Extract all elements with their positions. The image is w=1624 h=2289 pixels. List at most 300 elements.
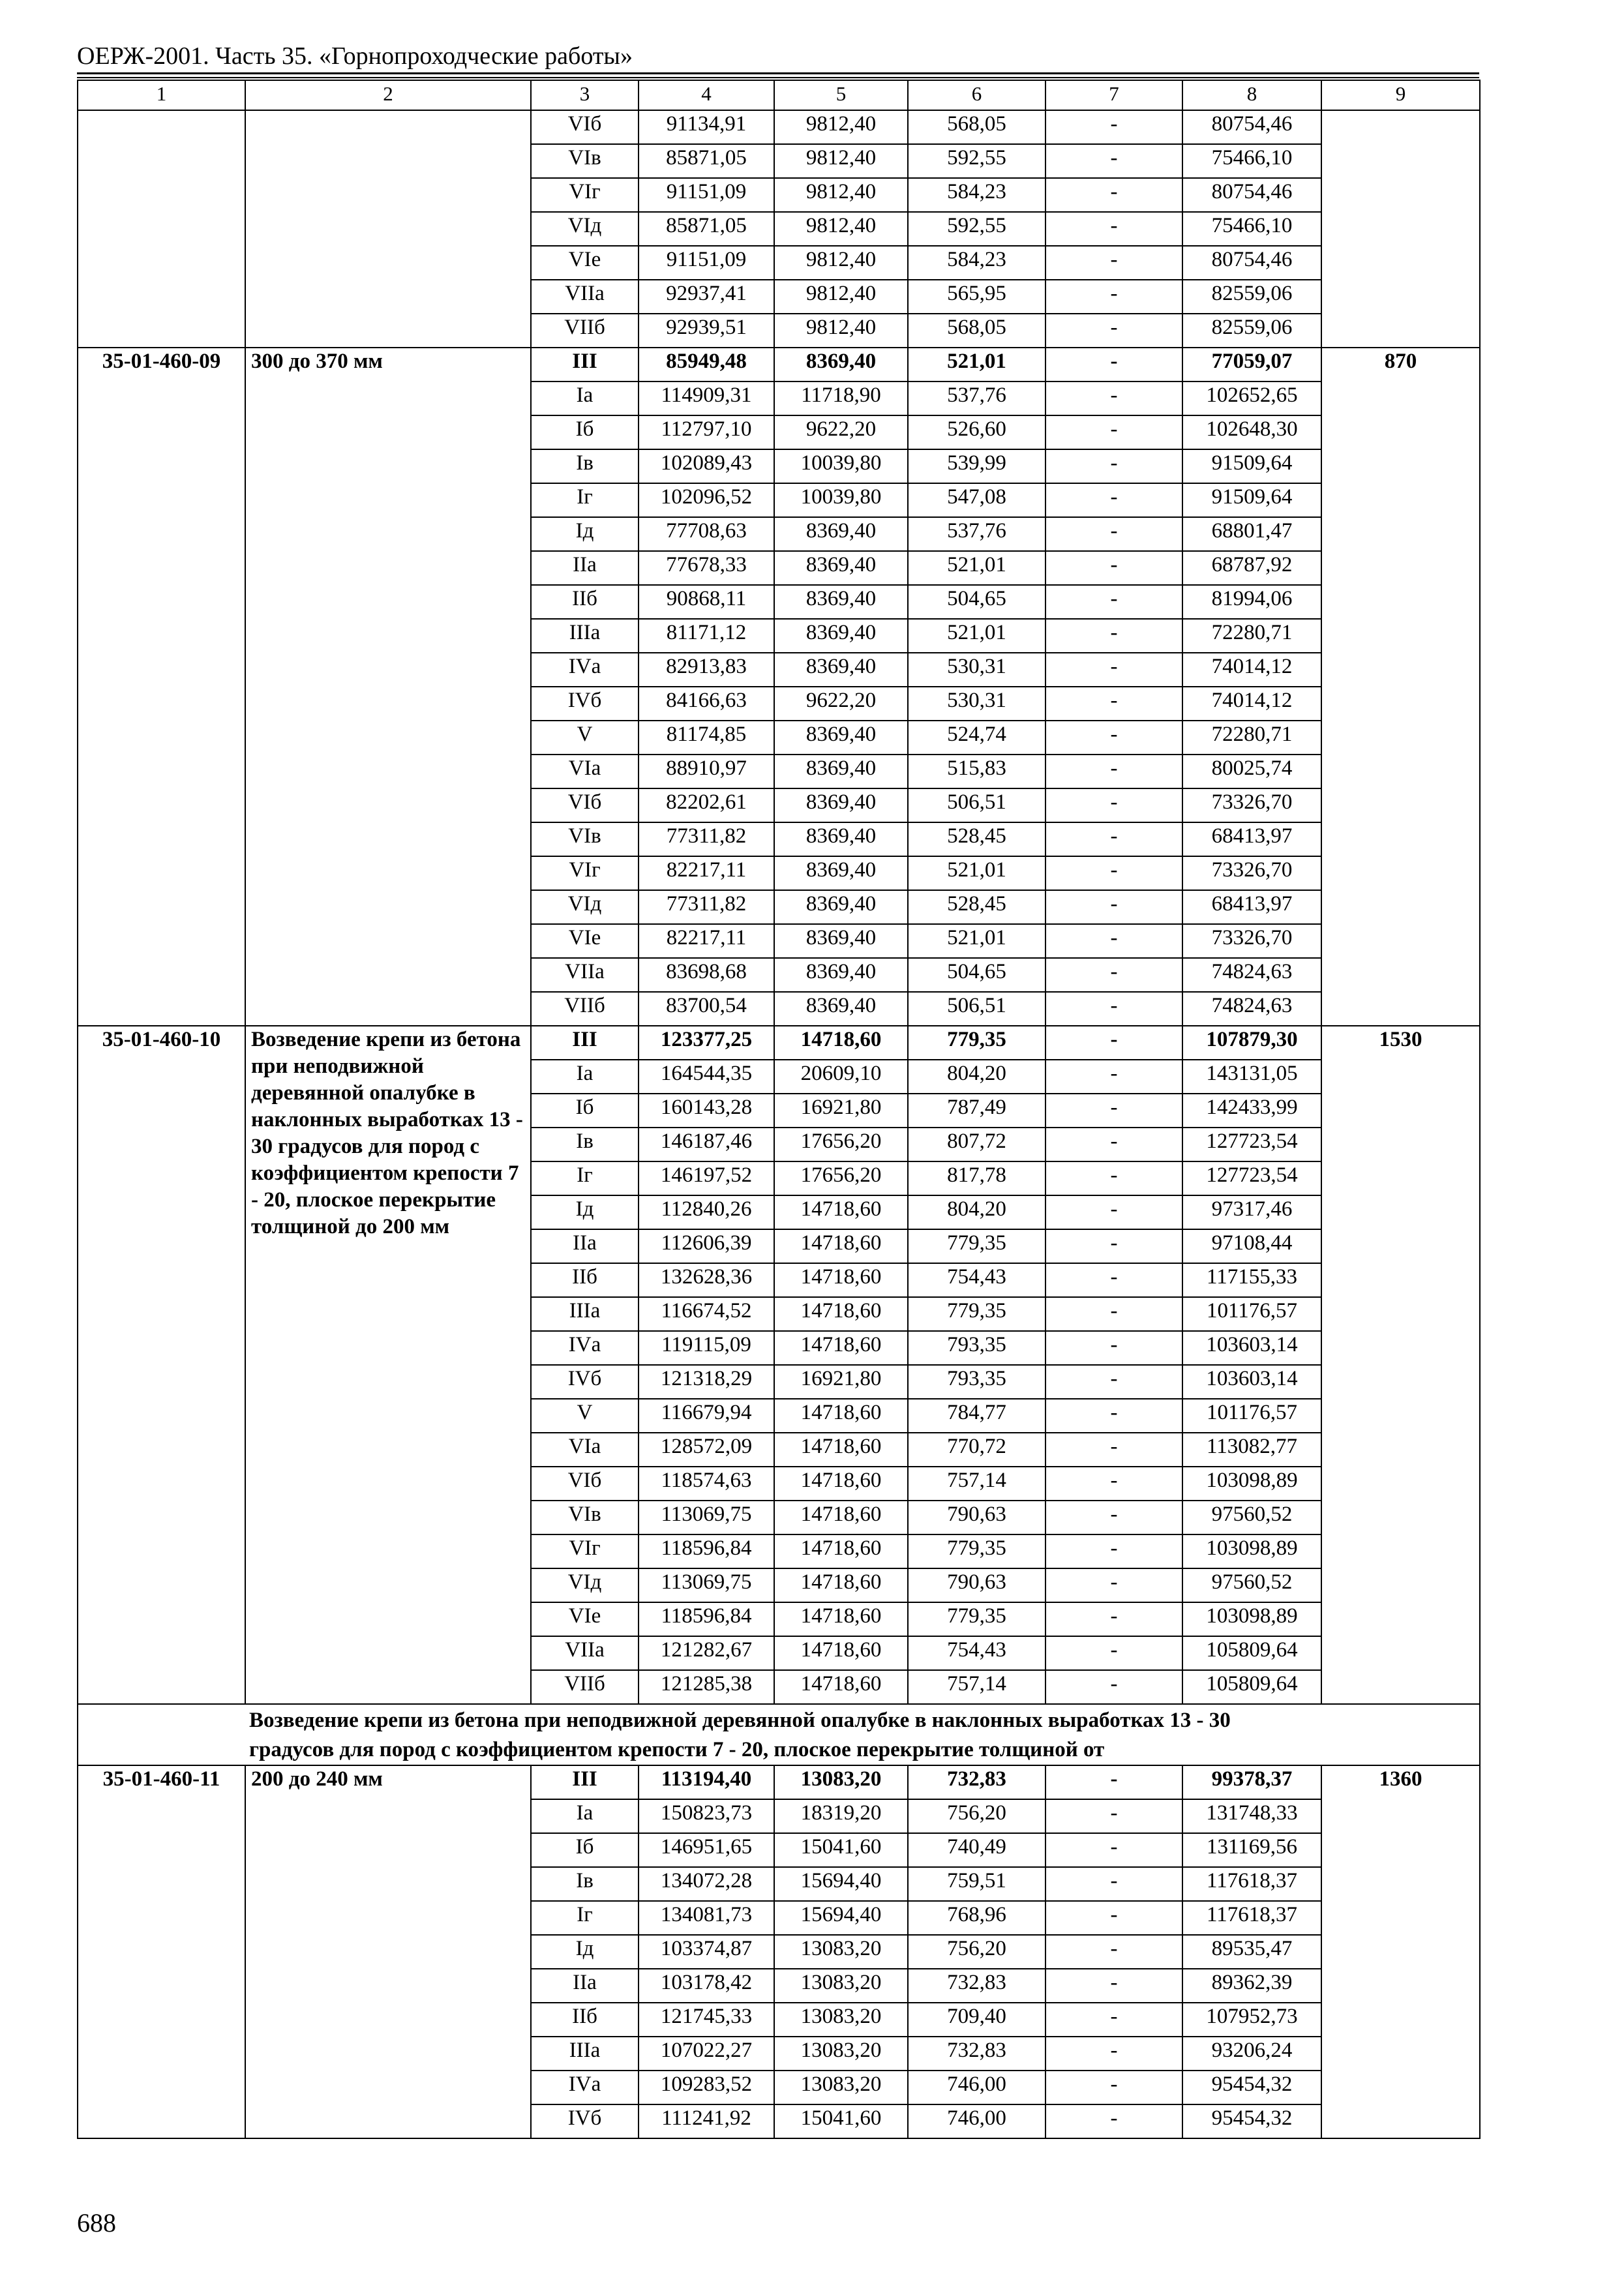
labor-cost-cell: 8369,40 <box>774 890 908 924</box>
labor-cost-cell: 10039,80 <box>774 449 908 483</box>
machine-cost-cell: 565,95 <box>908 280 1045 314</box>
labor-cost-cell: 10039,80 <box>774 483 908 517</box>
machinist-wage-cell: - <box>1045 2071 1182 2104</box>
machinist-wage-cell: - <box>1045 246 1182 280</box>
direct-cost-cell: 121745,33 <box>639 2003 774 2037</box>
machinist-wage-cell: - <box>1045 755 1182 788</box>
column-number: 9 <box>1321 80 1480 110</box>
machine-cost-cell: 790,63 <box>908 1568 1045 1602</box>
labor-cost-cell: 14718,60 <box>774 1195 908 1229</box>
direct-cost-cell: 92937,41 <box>639 280 774 314</box>
machinist-wage-cell: - <box>1045 382 1182 415</box>
machinist-wage-cell: - <box>1045 924 1182 958</box>
direct-cost-cell: 82202,61 <box>639 788 774 822</box>
machinist-wage-cell: - <box>1045 1161 1182 1195</box>
machine-cost-cell: 754,43 <box>908 1636 1045 1670</box>
materials-cost-cell: 107952,73 <box>1182 2003 1321 2037</box>
materials-cost-cell: 68787,92 <box>1182 551 1321 585</box>
machine-cost-cell: 779,35 <box>908 1229 1045 1263</box>
rock-category-cell: VIг <box>531 1534 639 1568</box>
column-number: 4 <box>639 80 774 110</box>
rock-category-cell: III <box>531 348 639 382</box>
column-number: 1 <box>78 80 245 110</box>
machinist-wage-cell: - <box>1045 1833 1182 1867</box>
machinist-wage-cell: - <box>1045 1765 1182 1799</box>
direct-cost-cell: 118596,84 <box>639 1602 774 1636</box>
machine-cost-cell: 506,51 <box>908 788 1045 822</box>
materials-cost-cell: 103603,14 <box>1182 1365 1321 1399</box>
machine-cost-cell: 521,01 <box>908 856 1045 890</box>
rock-category-cell: Iа <box>531 1060 639 1094</box>
machinist-wage-cell: - <box>1045 415 1182 449</box>
machine-cost-cell: 784,77 <box>908 1399 1045 1433</box>
rock-category-cell: III <box>531 1765 639 1799</box>
column-number: 5 <box>774 80 908 110</box>
column-number: 3 <box>531 80 639 110</box>
machine-cost-cell: 528,45 <box>908 822 1045 856</box>
machinist-wage-cell: - <box>1045 551 1182 585</box>
direct-cost-cell: 82217,11 <box>639 924 774 958</box>
materials-cost-cell: 103098,89 <box>1182 1602 1321 1636</box>
unit-cell: 870 <box>1321 348 1480 1026</box>
machinist-wage-cell: - <box>1045 1935 1182 1969</box>
machinist-wage-cell: - <box>1045 1501 1182 1534</box>
machine-cost-cell: 521,01 <box>908 551 1045 585</box>
labor-cost-cell: 14718,60 <box>774 1467 908 1501</box>
rock-category-cell: VIIб <box>531 314 639 348</box>
labor-cost-cell: 9812,40 <box>774 212 908 246</box>
materials-cost-cell: 101176,57 <box>1182 1399 1321 1433</box>
materials-cost-cell: 91509,64 <box>1182 483 1321 517</box>
materials-cost-cell: 73326,70 <box>1182 788 1321 822</box>
machinist-wage-cell: - <box>1045 1060 1182 1094</box>
rock-category-cell: IIб <box>531 1263 639 1297</box>
rock-category-cell: IVа <box>531 1331 639 1365</box>
machine-cost-cell: 770,72 <box>908 1433 1045 1467</box>
direct-cost-cell: 113194,40 <box>639 1765 774 1799</box>
machine-cost-cell: 521,01 <box>908 619 1045 653</box>
machinist-wage-cell: - <box>1045 958 1182 992</box>
materials-cost-cell: 68801,47 <box>1182 517 1321 551</box>
unit-cell <box>1321 110 1480 348</box>
machinist-wage-cell: - <box>1045 1399 1182 1433</box>
materials-cost-cell: 143131,05 <box>1182 1060 1321 1094</box>
rock-category-cell: Iб <box>531 1833 639 1867</box>
machine-cost-cell: 515,83 <box>908 755 1045 788</box>
rock-category-cell: VIг <box>531 178 639 212</box>
unit-cell: 1530 <box>1321 1026 1480 1704</box>
materials-cost-cell: 127723,54 <box>1182 1161 1321 1195</box>
materials-cost-cell: 131748,33 <box>1182 1799 1321 1833</box>
labor-cost-cell: 9812,40 <box>774 178 908 212</box>
labor-cost-cell: 16921,80 <box>774 1094 908 1128</box>
machinist-wage-cell: - <box>1045 1670 1182 1704</box>
machinist-wage-cell: - <box>1045 619 1182 653</box>
labor-cost-cell: 13083,20 <box>774 1765 908 1799</box>
machine-cost-cell: 504,65 <box>908 585 1045 619</box>
machine-cost-cell: 592,55 <box>908 212 1045 246</box>
header-rule-thick <box>77 72 1479 74</box>
materials-cost-cell: 82559,06 <box>1182 280 1321 314</box>
direct-cost-cell: 85949,48 <box>639 348 774 382</box>
rock-category-cell: Iд <box>531 1935 639 1969</box>
rock-category-cell: IVа <box>531 653 639 687</box>
labor-cost-cell: 18319,20 <box>774 1799 908 1833</box>
materials-cost-cell: 105809,64 <box>1182 1670 1321 1704</box>
materials-cost-cell: 95454,32 <box>1182 2104 1321 2138</box>
materials-cost-cell: 117618,37 <box>1182 1867 1321 1901</box>
materials-cost-cell: 80025,74 <box>1182 755 1321 788</box>
labor-cost-cell: 14718,60 <box>774 1399 908 1433</box>
materials-cost-cell: 80754,46 <box>1182 110 1321 144</box>
materials-cost-cell: 93206,24 <box>1182 2037 1321 2071</box>
labor-cost-cell: 8369,40 <box>774 517 908 551</box>
machine-cost-cell: 804,20 <box>908 1060 1045 1094</box>
direct-cost-cell: 112797,10 <box>639 415 774 449</box>
labor-cost-cell: 14718,60 <box>774 1263 908 1297</box>
rock-category-cell: Iв <box>531 1128 639 1161</box>
machine-cost-cell: 524,74 <box>908 721 1045 755</box>
rock-category-cell: IVб <box>531 2104 639 2138</box>
machine-cost-cell: 537,76 <box>908 517 1045 551</box>
rock-category-cell: IIа <box>531 1969 639 2003</box>
direct-cost-cell: 134072,28 <box>639 1867 774 1901</box>
labor-cost-cell: 8369,40 <box>774 721 908 755</box>
labor-cost-cell: 8369,40 <box>774 348 908 382</box>
machinist-wage-cell: - <box>1045 348 1182 382</box>
machine-cost-cell: 779,35 <box>908 1297 1045 1331</box>
machinist-wage-cell: - <box>1045 1568 1182 1602</box>
labor-cost-cell: 17656,20 <box>774 1161 908 1195</box>
materials-cost-cell: 101176,57 <box>1182 1297 1321 1331</box>
section-heading-line: Возведение крепи из бетона при неподвижной деревянной опалубке в наклонных выработках 13 - 30 <box>249 1709 1231 1732</box>
rock-category-cell: VIд <box>531 1568 639 1602</box>
machinist-wage-cell: - <box>1045 1467 1182 1501</box>
direct-cost-cell: 121282,67 <box>639 1636 774 1670</box>
materials-cost-cell: 95454,32 <box>1182 2071 1321 2104</box>
direct-cost-cell: 92939,51 <box>639 314 774 348</box>
rock-category-cell: IIIа <box>531 619 639 653</box>
direct-cost-cell: 134081,73 <box>639 1901 774 1935</box>
rock-category-cell: VIв <box>531 144 639 178</box>
labor-cost-cell: 13083,20 <box>774 1935 908 1969</box>
rock-category-cell: Iг <box>531 1901 639 1935</box>
direct-cost-cell: 90868,11 <box>639 585 774 619</box>
materials-cost-cell: 80754,46 <box>1182 246 1321 280</box>
machine-cost-cell: 584,23 <box>908 178 1045 212</box>
direct-cost-cell: 103178,42 <box>639 1969 774 2003</box>
materials-cost-cell: 73326,70 <box>1182 924 1321 958</box>
machine-cost-cell: 790,63 <box>908 1501 1045 1534</box>
labor-cost-cell: 8369,40 <box>774 551 908 585</box>
labor-cost-cell: 13083,20 <box>774 1969 908 2003</box>
rock-category-cell: VIд <box>531 212 639 246</box>
materials-cost-cell: 107879,30 <box>1182 1026 1321 1060</box>
labor-cost-cell: 14718,60 <box>774 1501 908 1534</box>
rock-category-cell: VIIб <box>531 992 639 1026</box>
header-rule-thin <box>77 77 1479 78</box>
direct-cost-cell: 103374,87 <box>639 1935 774 1969</box>
labor-cost-cell: 20609,10 <box>774 1060 908 1094</box>
machinist-wage-cell: - <box>1045 687 1182 721</box>
direct-cost-cell: 102089,43 <box>639 449 774 483</box>
machinist-wage-cell: - <box>1045 653 1182 687</box>
machinist-wage-cell: - <box>1045 314 1182 348</box>
labor-cost-cell: 8369,40 <box>774 958 908 992</box>
direct-cost-cell: 91134,91 <box>639 110 774 144</box>
machine-cost-cell: 793,35 <box>908 1331 1045 1365</box>
machinist-wage-cell: - <box>1045 822 1182 856</box>
rock-category-cell: IIIа <box>531 1297 639 1331</box>
materials-cost-cell: 74824,63 <box>1182 958 1321 992</box>
materials-cost-cell: 72280,71 <box>1182 619 1321 653</box>
page-number: 688 <box>77 2208 116 2237</box>
rock-category-cell: VIб <box>531 110 639 144</box>
machinist-wage-cell: - <box>1045 280 1182 314</box>
labor-cost-cell: 15694,40 <box>774 1867 908 1901</box>
labor-cost-cell: 8369,40 <box>774 619 908 653</box>
column-number: 7 <box>1045 80 1182 110</box>
materials-cost-cell: 75466,10 <box>1182 144 1321 178</box>
materials-cost-cell: 91509,64 <box>1182 449 1321 483</box>
machine-cost-cell: 804,20 <box>908 1195 1045 1229</box>
machine-cost-cell: 539,99 <box>908 449 1045 483</box>
table-row <box>78 348 1480 382</box>
direct-cost-cell: 109283,52 <box>639 2071 774 2104</box>
rock-category-cell: IVб <box>531 687 639 721</box>
rock-category-cell: IIIа <box>531 2037 639 2071</box>
machine-cost-cell: 757,14 <box>908 1467 1045 1501</box>
labor-cost-cell: 15041,60 <box>774 1833 908 1867</box>
direct-cost-cell: 85871,05 <box>639 144 774 178</box>
direct-cost-cell: 146187,46 <box>639 1128 774 1161</box>
table-row <box>78 1765 1480 1799</box>
labor-cost-cell: 14718,60 <box>774 1331 908 1365</box>
direct-cost-cell: 119115,09 <box>639 1331 774 1365</box>
rock-category-cell: Iг <box>531 1161 639 1195</box>
direct-cost-cell: 121318,29 <box>639 1365 774 1399</box>
machinist-wage-cell: - <box>1045 1297 1182 1331</box>
direct-cost-cell: 83698,68 <box>639 958 774 992</box>
rate-code-cell: 35-01-460-10 <box>78 1026 245 1704</box>
direct-cost-cell: 81171,12 <box>639 619 774 653</box>
materials-cost-cell: 77059,07 <box>1182 348 1321 382</box>
rate-description-cell <box>245 110 531 348</box>
rock-category-cell: Iд <box>531 517 639 551</box>
direct-cost-cell: 88910,97 <box>639 755 774 788</box>
rock-category-cell: V <box>531 1399 639 1433</box>
machinist-wage-cell: - <box>1045 110 1182 144</box>
materials-cost-cell: 68413,97 <box>1182 822 1321 856</box>
column-number: 8 <box>1182 80 1321 110</box>
direct-cost-cell: 164544,35 <box>639 1060 774 1094</box>
direct-cost-cell: 113069,75 <box>639 1568 774 1602</box>
materials-cost-cell: 73326,70 <box>1182 856 1321 890</box>
rock-category-cell: IIб <box>531 585 639 619</box>
rock-category-cell: Iб <box>531 415 639 449</box>
machine-cost-cell: 528,45 <box>908 890 1045 924</box>
materials-cost-cell: 97317,46 <box>1182 1195 1321 1229</box>
direct-cost-cell: 77311,82 <box>639 890 774 924</box>
labor-cost-cell: 13083,20 <box>774 2037 908 2071</box>
machine-cost-cell: 779,35 <box>908 1534 1045 1568</box>
direct-cost-cell: 85871,05 <box>639 212 774 246</box>
rock-category-cell: IVа <box>531 2071 639 2104</box>
machinist-wage-cell: - <box>1045 1602 1182 1636</box>
column-number: 6 <box>908 80 1045 110</box>
rock-category-cell: VIIа <box>531 280 639 314</box>
materials-cost-cell: 99378,37 <box>1182 1765 1321 1799</box>
direct-cost-cell: 113069,75 <box>639 1501 774 1534</box>
machinist-wage-cell: - <box>1045 788 1182 822</box>
machine-cost-cell: 506,51 <box>908 992 1045 1026</box>
machinist-wage-cell: - <box>1045 2037 1182 2071</box>
machinist-wage-cell: - <box>1045 517 1182 551</box>
direct-cost-cell: 146951,65 <box>639 1833 774 1867</box>
machine-cost-cell: 756,20 <box>908 1935 1045 1969</box>
materials-cost-cell: 127723,54 <box>1182 1128 1321 1161</box>
materials-cost-cell: 89535,47 <box>1182 1935 1321 1969</box>
labor-cost-cell: 14718,60 <box>774 1636 908 1670</box>
labor-cost-cell: 15041,60 <box>774 2104 908 2138</box>
machine-cost-cell: 732,83 <box>908 2037 1045 2071</box>
machine-cost-cell: 756,20 <box>908 1799 1045 1833</box>
unit-cell: 1360 <box>1321 1765 1480 2138</box>
rock-category-cell: VIд <box>531 890 639 924</box>
labor-cost-cell: 8369,40 <box>774 585 908 619</box>
rock-category-cell: IIб <box>531 2003 639 2037</box>
materials-cost-cell: 80754,46 <box>1182 178 1321 212</box>
machine-cost-cell: 526,60 <box>908 415 1045 449</box>
direct-cost-cell: 116679,94 <box>639 1399 774 1433</box>
direct-cost-cell: 118596,84 <box>639 1534 774 1568</box>
machinist-wage-cell: - <box>1045 1901 1182 1935</box>
materials-cost-cell: 103098,89 <box>1182 1467 1321 1501</box>
machine-cost-cell: 787,49 <box>908 1094 1045 1128</box>
machine-cost-cell: 584,23 <box>908 246 1045 280</box>
direct-cost-cell: 112606,39 <box>639 1229 774 1263</box>
materials-cost-cell: 74824,63 <box>1182 992 1321 1026</box>
machine-cost-cell: 807,72 <box>908 1128 1045 1161</box>
machinist-wage-cell: - <box>1045 1263 1182 1297</box>
rock-category-cell: VIв <box>531 1501 639 1534</box>
direct-cost-cell: 91151,09 <box>639 178 774 212</box>
labor-cost-cell: 13083,20 <box>774 2003 908 2037</box>
materials-cost-cell: 82559,06 <box>1182 314 1321 348</box>
labor-cost-cell: 11718,90 <box>774 382 908 415</box>
materials-cost-cell: 72280,71 <box>1182 721 1321 755</box>
machine-cost-cell: 779,35 <box>908 1026 1045 1060</box>
rate-description-cell: Возведение крепи из бетона при неподвижной деревянной опалубке в наклонных выработках 13 - 30 градусов для пород с коэффициентом крепости 7 - 20, плоское перекрытие толщиной до 200 мм <box>245 1026 531 1704</box>
machinist-wage-cell: - <box>1045 585 1182 619</box>
direct-cost-cell: 114909,31 <box>639 382 774 415</box>
rock-category-cell: VIб <box>531 1467 639 1501</box>
machine-cost-cell: 779,35 <box>908 1602 1045 1636</box>
machinist-wage-cell: - <box>1045 2104 1182 2138</box>
rock-category-cell: VIIб <box>531 1670 639 1704</box>
labor-cost-cell: 8369,40 <box>774 788 908 822</box>
direct-cost-cell: 112840,26 <box>639 1195 774 1229</box>
rock-category-cell: Iв <box>531 1867 639 1901</box>
machine-cost-cell: 568,05 <box>908 110 1045 144</box>
rock-category-cell: VIг <box>531 856 639 890</box>
machinist-wage-cell: - <box>1045 1867 1182 1901</box>
labor-cost-cell: 14718,60 <box>774 1229 908 1263</box>
machinist-wage-cell: - <box>1045 1128 1182 1161</box>
machine-cost-cell: 768,96 <box>908 1901 1045 1935</box>
rock-category-cell: VIе <box>531 1602 639 1636</box>
section-heading-row <box>78 1704 1480 1765</box>
machine-cost-cell: 568,05 <box>908 314 1045 348</box>
machinist-wage-cell: - <box>1045 890 1182 924</box>
labor-cost-cell: 13083,20 <box>774 2071 908 2104</box>
labor-cost-cell: 14718,60 <box>774 1602 908 1636</box>
machinist-wage-cell: - <box>1045 1365 1182 1399</box>
rock-category-cell: VIе <box>531 924 639 958</box>
rock-category-cell: VIв <box>531 822 639 856</box>
direct-cost-cell: 83700,54 <box>639 992 774 1026</box>
labor-cost-cell: 17656,20 <box>774 1128 908 1161</box>
rate-description-cell: 300 до 370 мм <box>245 348 531 1026</box>
labor-cost-cell: 14718,60 <box>774 1026 908 1060</box>
machine-cost-cell: 504,65 <box>908 958 1045 992</box>
machinist-wage-cell: - <box>1045 178 1182 212</box>
labor-cost-cell: 8369,40 <box>774 992 908 1026</box>
materials-cost-cell: 74014,12 <box>1182 653 1321 687</box>
machinist-wage-cell: - <box>1045 1799 1182 1833</box>
machine-cost-cell: 547,08 <box>908 483 1045 517</box>
materials-cost-cell: 103603,14 <box>1182 1331 1321 1365</box>
materials-cost-cell: 117618,37 <box>1182 1901 1321 1935</box>
direct-cost-cell: 77678,33 <box>639 551 774 585</box>
rate-code-cell <box>78 110 245 348</box>
materials-cost-cell: 97560,52 <box>1182 1501 1321 1534</box>
machine-cost-cell: 592,55 <box>908 144 1045 178</box>
labor-cost-cell: 14718,60 <box>774 1534 908 1568</box>
materials-cost-cell: 113082,77 <box>1182 1433 1321 1467</box>
machinist-wage-cell: - <box>1045 1433 1182 1467</box>
rock-category-cell: Iг <box>531 483 639 517</box>
rock-category-cell: IVб <box>531 1365 639 1399</box>
rock-category-cell: VIа <box>531 755 639 788</box>
labor-cost-cell: 8369,40 <box>774 653 908 687</box>
direct-cost-cell: 116674,52 <box>639 1297 774 1331</box>
machine-cost-cell: 521,01 <box>908 924 1045 958</box>
labor-cost-cell: 9812,40 <box>774 110 908 144</box>
labor-cost-cell: 9812,40 <box>774 314 908 348</box>
machinist-wage-cell: - <box>1045 1969 1182 2003</box>
machinist-wage-cell: - <box>1045 1636 1182 1670</box>
direct-cost-cell: 146197,52 <box>639 1161 774 1195</box>
materials-cost-cell: 89362,39 <box>1182 1969 1321 2003</box>
machinist-wage-cell: - <box>1045 1026 1182 1060</box>
materials-cost-cell: 142433,99 <box>1182 1094 1321 1128</box>
machinist-wage-cell: - <box>1045 1229 1182 1263</box>
rock-category-cell: Iд <box>531 1195 639 1229</box>
machine-cost-cell: 746,00 <box>908 2071 1045 2104</box>
rock-category-cell: VIб <box>531 788 639 822</box>
rate-code-cell: 35-01-460-09 <box>78 348 245 1026</box>
machine-cost-cell: 759,51 <box>908 1867 1045 1901</box>
rock-category-cell: VIIа <box>531 958 639 992</box>
machinist-wage-cell: - <box>1045 212 1182 246</box>
machine-cost-cell: 521,01 <box>908 348 1045 382</box>
machinist-wage-cell: - <box>1045 1195 1182 1229</box>
machinist-wage-cell: - <box>1045 1534 1182 1568</box>
materials-cost-cell: 68413,97 <box>1182 890 1321 924</box>
rock-category-cell: Iб <box>531 1094 639 1128</box>
direct-cost-cell: 128572,09 <box>639 1433 774 1467</box>
